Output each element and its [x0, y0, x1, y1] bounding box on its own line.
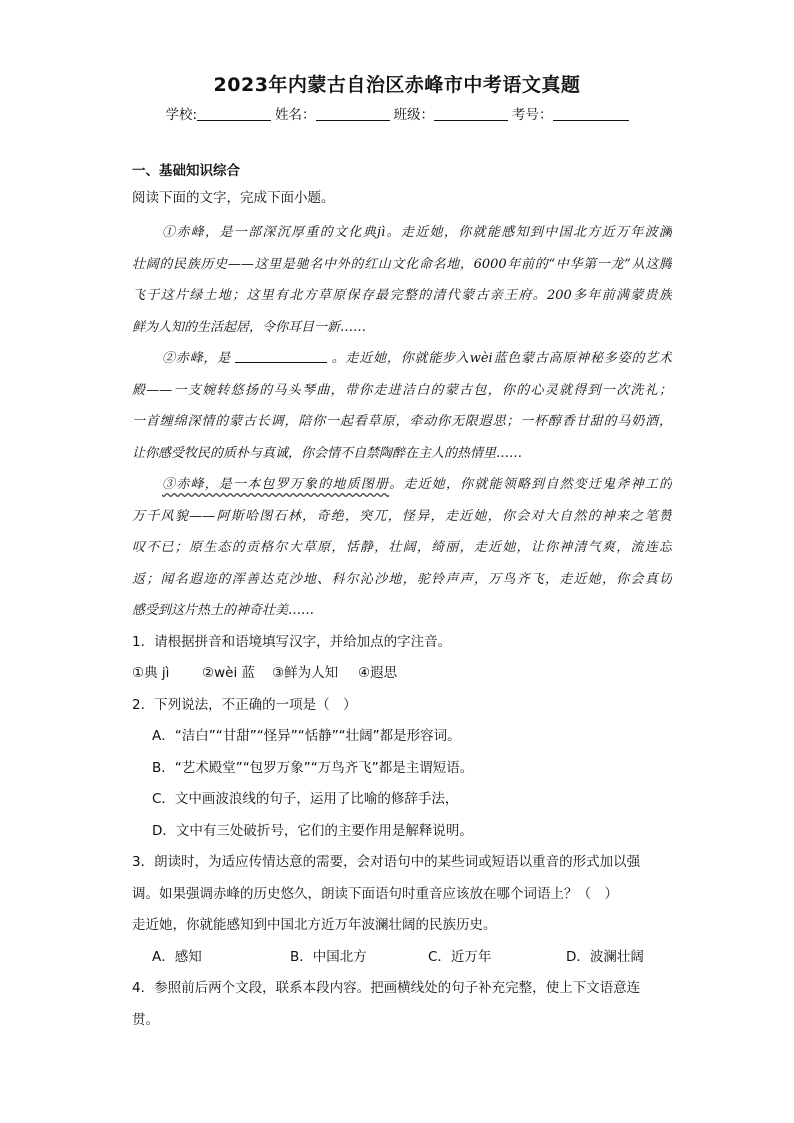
- name-label: 姓名：: [275, 107, 316, 123]
- passage-line: 殿——一支婉转悠扬的马头琴曲，带你走进洁白的蒙古包，你的心灵就得到一次洗礼；: [132, 382, 672, 398]
- passage-text: 。走近她，你就能步入wèi蓝色蒙古高原神秘多姿的艺术: [330, 351, 672, 366]
- question-3-stem: 3．朗读时，为适应传情达意的需要，会对语句中的某些词或短语以重音的形式加以强: [132, 854, 641, 870]
- q3-option-b[interactable]: B．中国北方: [290, 948, 367, 965]
- q3-option-a[interactable]: A．感知: [152, 948, 202, 965]
- passage-line: 鲜为人知的生活起居，令你耳目一新……: [132, 319, 367, 335]
- q2-option-c[interactable]: C．文中画波浪线的句子，运用了比喻的修辞手法，: [152, 791, 459, 807]
- school-blank[interactable]: [197, 106, 271, 121]
- student-info-line: [0, 103, 794, 123]
- q1-item: ④遐思: [358, 665, 398, 681]
- passage-line: ①赤峰，是一部深沉厚重的文化典jì。走近她，你就能感知到中国北方近万年波澜: [162, 225, 672, 240]
- passage-line: 返；闻名遐迩的浑善达克沙地、科尔沁沙地，驼铃声声，万鸟齐飞，走近她，你会真切: [132, 571, 672, 587]
- section-heading: 一、基础知识综合: [132, 163, 240, 179]
- class-label: 班级：: [393, 107, 435, 123]
- instruction: 阅读下面的文字，完成下面小题。: [132, 190, 335, 206]
- exam-number-blank[interactable]: [553, 106, 629, 121]
- exam-number-label: 考号：: [512, 107, 553, 123]
- passage-line: 感受到这片热土的神奇壮美……: [132, 603, 315, 618]
- fill-in-blank[interactable]: [235, 350, 327, 363]
- question-4-stem: 贯。: [132, 1011, 159, 1028]
- reading-passage: [132, 217, 672, 627]
- page-title: 2023年内蒙古自治区赤峰市中考语文真题: [213, 74, 581, 96]
- passage-line: 一首缠绵深情的蒙古长调，陪你一起看草原，牵动你无限遐思；一杯醇香甘甜的马奶酒，: [132, 414, 672, 429]
- q3-option-d[interactable]: D．波澜壮阔: [566, 948, 644, 965]
- q3-option-c[interactable]: C．近万年: [428, 948, 492, 965]
- passage-line: 叹不已；原生态的贡格尔大草原，恬静，壮阔，绮丽，走近她，让你神清气爽，流连忘: [132, 540, 672, 555]
- passage-line: [132, 469, 672, 501]
- passage-line: 让你感受牧民的质朴与真诚，你会情不自禁陶醉在主人的热情里……: [132, 445, 523, 461]
- passage-line: 万千风貌——阿斯哈图石林，奇绝，突兀，怪异，走近她，你会对大自然的神来之笔赞: [132, 508, 672, 524]
- q1-item: ①典 jì: [132, 665, 170, 681]
- question-3-sentence: 走近她，你就能感知到中国北方近万年波澜壮阔的民族历史。: [132, 917, 497, 933]
- question-3-options: [132, 942, 672, 974]
- passage-line: 飞于这片绿土地；这里有北方草原保存最完整的清代蒙古亲王府。200多年前满蒙贵族: [132, 288, 672, 303]
- exam-body: [132, 163, 672, 1036]
- passage-line: [132, 343, 672, 375]
- passage-text: ②赤峰，是: [162, 351, 231, 366]
- passage-line: 壮阔的民族历史——这里是驰名中外的红山文化命名地，6000年前的“中华第一龙”从这腾: [132, 256, 672, 272]
- q2-option-b[interactable]: B．“艺术殿堂”“包罗万象”“万鸟齐飞”都是主谓短语。: [152, 759, 474, 776]
- school-label: 学校:: [165, 107, 198, 123]
- question-4-stem: 4．参照前后两个文段，联系本段内容。把画横线处的句子补充完整，使上下文语意连: [132, 980, 641, 996]
- q2-option-a[interactable]: A．“洁白”“甘甜”“怪异”“恬静”“壮阔”都是形容词。: [152, 728, 461, 744]
- question-1-stem: 1．请根据拼音和语境填写汉字，并给加点的字注音。: [132, 633, 452, 650]
- class-blank[interactable]: [434, 106, 508, 121]
- name-blank[interactable]: [316, 106, 390, 121]
- question-1-items: [132, 658, 672, 690]
- question-3-stem: 调。如果强调赤峰的历史悠久，朗读下面语句时重音应该放在哪个词语上？（ ）: [132, 885, 618, 902]
- q1-item: ③鲜为人知: [272, 665, 339, 681]
- question-2-stem: 2．下列说法，不正确的一项是（ ）: [132, 696, 357, 713]
- q1-item: ②wèi 蓝: [202, 665, 255, 681]
- wavy-underlined-sentence: ③赤峰，是一本包罗万象的地质图册: [162, 477, 390, 492]
- passage-text: 。走近她，你就能领略到自然变迁鬼斧神工的: [389, 477, 672, 492]
- q2-option-d[interactable]: D．文中有三处破折号，它们的主要作用是解释说明。: [152, 822, 473, 839]
